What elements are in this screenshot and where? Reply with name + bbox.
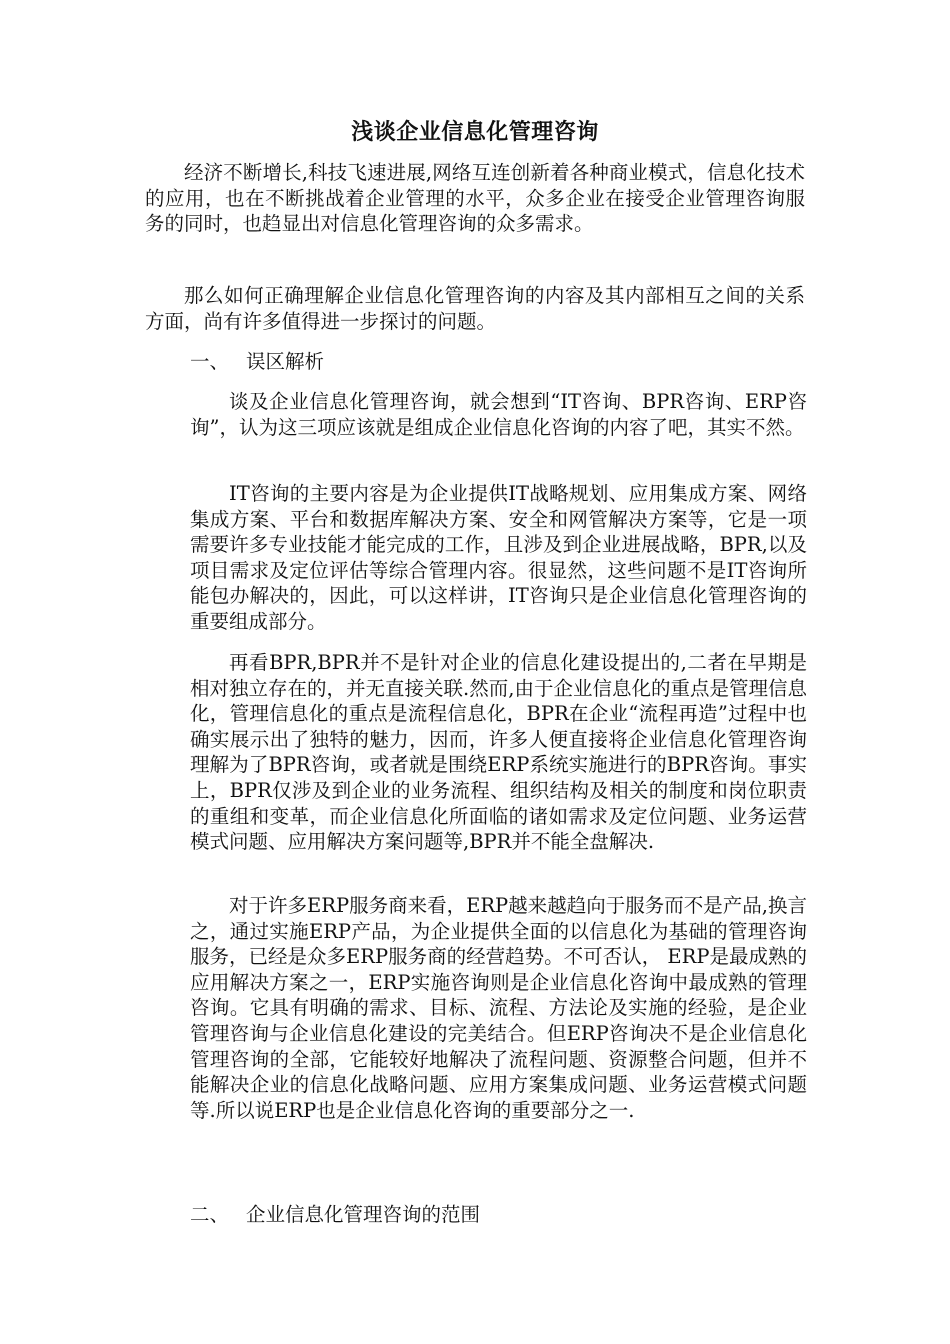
section-1-paragraph-1: 谈及企业信息化管理咨询，就会想到“IT咨询、BPR咨询、ERP咨询”，认为这三项应该就是组成企业信息化咨询的内容了吧，其实不然。: [190, 390, 807, 439]
section-heading-1: [190, 349, 324, 375]
section-number-2: 二、: [190, 1203, 230, 1226]
intro-paragraph-2: 那么如何正确理解企业信息化管理咨询的内容及其内部相互之间的关系方面，尚有许多值得进一步探讨的问题。: [145, 284, 805, 333]
section-1-paragraph-4: 对于许多ERP服务商来看，ERP越来越趋向于服务而不是产品,换言之，通过实施ERP产品，为企业提供全面的以信息化为基础的管理咨询服务，已经是众多ERP服务商的经营趋势。不可否认， ERP是最成熟的应用解决方案之一，ERP实施咨询则是企业信息化咨询中最成熟的管理咨询。它具有明确的需求、目标、流程、方法论及实施的经验，是企业管理咨询与企业信息化建设的完美结合。但ERP咨询决不是企业信息化管理咨询的全部，它能较好地解决了流程问题、资源整合问题，但并不能解决企业的信息化战略问题、应用方案集成问题、业务运营模式问题等.所以说ERP也是企业信息化咨询的重要部分之一.: [190, 894, 807, 1122]
section-number-1: 一、: [190, 350, 230, 373]
document-title: 浅谈企业信息化管理咨询: [351, 119, 599, 145]
section-1-paragraph-3: 再看BPR,BPR并不是针对企业的信息化建设提出的,二者在早期是相对独立存在的，并无直接关联.然而,由于企业信息化的重点是管理信息化，管理信息化的重点是流程信息化，BPR在企业“流程再造”过程中也确实展示出了独特的魅力，因而，许多人便直接将企业信息化管理咨询理解为了BPR咨询，或者就是围绕ERP系统实施进行的BPR咨询。事实上，BPR仅涉及到企业的业务流程、组织结构及相关的制度和岗位职责的重组和变革，而企业信息化所面临的诸如需求及定位问题、业务运营模式问题、应用解决方案问题等,BPR并不能全盘解决.: [190, 651, 807, 854]
intro-paragraph-1: 经济不断增长,科技飞速进展,网络互连创新着各种商业模式，信息化技术的应用，也在不断挑战着企业管理的水平，众多企业在接受企业管理咨询服务的同时，也趋显出对信息化管理咨询的众多需求。: [145, 161, 805, 236]
section-title-2: 企业信息化管理咨询的范围: [246, 1203, 481, 1226]
section-title-1: 误区解析: [246, 350, 325, 373]
section-heading-2: [190, 1202, 480, 1228]
section-1-paragraph-2: IT咨询的主要内容是为企业提供IT战略规划、应用集成方案、网络集成方案、平台和数据库解决方案、安全和网管解决方案等，它是一项需要许多专业技能才能完成的工作，且涉及到企业进展战略，BPR,以及项目需求及定位评估等综合管理内容。很显然，这些问题不是IT咨询所能包办解决的，因此，可以这样讲，IT咨询只是企业信息化管理咨询的重要组成部分。: [190, 482, 807, 633]
